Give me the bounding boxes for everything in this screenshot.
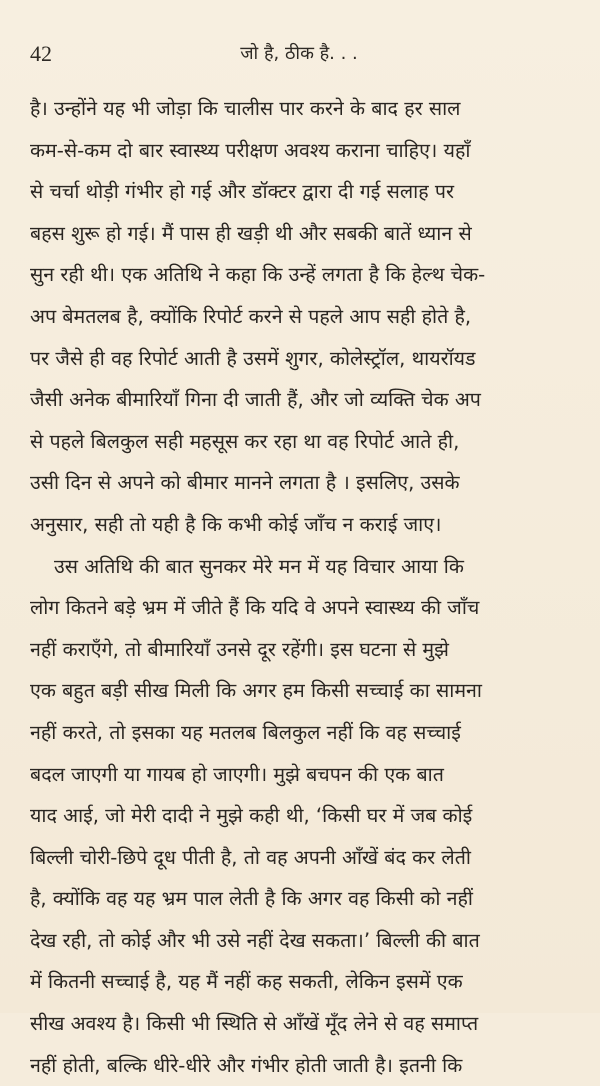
text-line: पर जैसे ही वह रिपोर्ट आती है उसमें शुगर, कोलेस्ट्रॉल, थायरॉयड — [30, 346, 476, 370]
text-line: जैसी अनेक बीमारियाँ गिना दी जाती हैं, और जो व्यक्ति चेक अप — [30, 388, 481, 412]
page-header — [30, 38, 568, 78]
text-line: नहीं कराएँगे, तो बीमारियाँ उनसे दूर रहेंगी। इस घटना से मुझे — [30, 637, 449, 661]
text-line: से चर्चा थोड़ी गंभीर हो गई और डॉक्टर द्वारा दी गई सलाह पर — [30, 180, 455, 204]
text-line: अप बेमतलब है, क्योंकि रिपोर्ट करने से पहले आप सही होते है, — [30, 304, 472, 328]
text-line: कम-से-कम दो बार स्वास्थ्य परीक्षण अवश्य कराना चाहिए। यहाँ — [30, 138, 471, 162]
running-title: जो है, ठीक है. . . — [240, 43, 358, 64]
text-line: नहीं होती, बल्कि धीरे-धीरे और गंभीर होती जाती है। इतनी कि — [30, 1053, 463, 1077]
text-line: याद आई, जो मेरी दादी ने मुझे कही थी, ‘किसी घर में जब कोई — [30, 804, 473, 828]
text-line: उसी दिन से अपने को बीमार मानने लगता है । इसलिए, उसके — [30, 471, 460, 495]
body-text — [30, 88, 570, 1086]
text-line: बहस शुरू हो गई। मैं पास ही खड़ी थी और सबकी बातें ध्यान से — [30, 221, 472, 245]
text-line: देख रही, तो कोई और भी उसे नहीं देख सकता।’ बिल्ली की बात — [30, 928, 480, 952]
page-number: 42 — [30, 41, 52, 66]
text-line: बदल जाएगी या गायब हो जाएगी। मुझे बचपन की एक बात — [30, 762, 444, 786]
paragraph-first-line: उस अतिथि की बात सुनकर मेरे मन में यह विचार आया कि — [54, 554, 464, 578]
text-line: है। उन्होंने यह भी जोड़ा कि चालीस पार करने के बाद हर साल — [30, 97, 461, 120]
text-line: बिल्ली चोरी-छिपे दूध पीती है, तो वह अपनी आँखें बंद कर लेती — [30, 845, 471, 869]
text-line: सीख अवश्य है। किसी भी स्थिति से आँखें मूँद लेने से वह समाप्त — [30, 1012, 479, 1036]
text-line: एक बहुत बड़ी सीख मिली कि अगर हम किसी सच्चाई का सामना — [30, 679, 482, 703]
text-line: लोग कितने बड़े भ्रम में जीते हैं कि यदि वे अपने स्वास्थ्य की जाँच — [30, 596, 480, 620]
text-line: में कितनी सच्चाई है, यह मैं नहीं कह सकती, लेकिन इसमें एक — [30, 970, 463, 994]
text-line: है, क्योंकि वह यह भ्रम पाल लेती है कि अगर वह किसी को नहीं — [30, 887, 473, 911]
text-line: अनुसार, सही तो यही है कि कभी कोई जाँच न कराई जाए। — [30, 512, 442, 536]
text-line: सुन रही थी। एक अतिथि ने कहा कि उन्हें लगता है कि हेल्थ चेक- — [30, 263, 486, 287]
text-line: से पहले बिलकुल सही महसूस कर रहा था वह रिपोर्ट आते ही, — [30, 429, 460, 453]
text-line: नहीं करते, तो इसका यह मतलब बिलकुल नहीं कि वह सच्चाई — [30, 720, 461, 744]
